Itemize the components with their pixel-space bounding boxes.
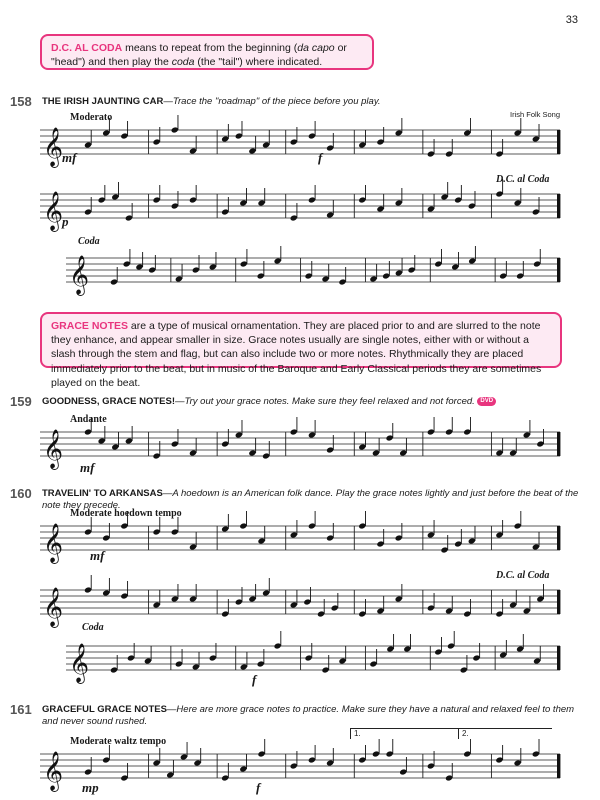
dynamic-mf: mf [90,548,105,563]
treble-clef-icon: 𝄞 [43,429,64,469]
final-barline [557,590,560,614]
exercise-number: 160 [10,486,32,501]
staff-160-1 [40,520,560,563]
treble-clef-icon: 𝄞 [43,523,64,563]
callout-text: (the "tail") where indicated. [194,56,323,69]
final-barline [557,646,560,670]
treble-clef-icon: 𝄞 [43,587,64,627]
final-barline [557,526,560,550]
coda-label: Coda [78,236,100,247]
exercise-instruction: —Here are more grace notes to practice. Make sure they have a natural and relaxed feel to them and never sound rushed. [42,704,575,728]
dynamic-f: f [252,672,257,687]
dc-al-coda-marking: D.C. al Coda [496,174,550,185]
exercise-number: 159 [10,394,32,409]
tempo-marking: Moderato [70,112,113,123]
second-ending-bracket: 2. [458,728,552,739]
staff-160-3 [66,640,560,683]
exercise-number: 161 [10,702,32,717]
exercise-number: 158 [10,94,32,109]
treble-clef-icon: 𝄞 [69,643,90,683]
final-barline [557,258,560,282]
page-number: 33 [565,14,578,26]
staff-160-2 [40,584,560,627]
staff-158-1 [40,124,560,167]
treble-clef-icon: 𝄞 [43,127,64,167]
tempo-marking: Andante [70,414,107,425]
final-barline [557,194,560,218]
dvd-badge[interactable]: DVD [477,397,496,407]
callout-italic-coda: coda [171,56,195,69]
grace-notes-callout [40,312,562,389]
exercise-instruction: —Trace the "roadmap" of the piece before you play. [163,96,381,107]
tempo-marking: Moderate waltz tempo [70,736,167,747]
first-ending-bracket: 1. [350,728,458,739]
staff-158-2 [40,188,560,231]
final-barline [557,130,560,154]
tempo-marking: Moderate hoedown tempo [70,508,182,519]
exercise-instruction: —A hoedown is an American folk dance. Play the grace notes lightly and just before the beat of the note they precede. [42,488,579,512]
callout-italic-dacapo: da capo [297,42,335,54]
dc-al-coda-marking: D.C. al Coda [496,570,550,581]
callout-text: means to repeat from the beginning ( [122,42,298,54]
treble-clef-icon: 𝄞 [43,191,64,231]
dynamic-f: f [318,150,323,165]
treble-clef-icon: 𝄞 [69,255,90,295]
exercise-title: GOODNESS, GRACE NOTES! [42,396,176,407]
callout-text: are a type of musical ornamentation. They are placed prior to and are slurred to the note they enhance, and appear smaller in size. Grace notes usually are single notes, either with or without a slash through the stem and flag, but can also include two or more notes. Rhythmically they are placed immediately prior to the beat, but in music of the Baroque and Early Classical periods they are sometimes played on the beat. [51,320,542,389]
staff-158-3 [66,252,560,295]
exercise-title: THE IRISH JAUNTING CAR [42,96,164,107]
dynamic-p: p [62,214,69,229]
dynamic-mf: mf [62,150,77,165]
dynamic-mf: mf [80,460,95,475]
dc-al-coda-callout [40,34,374,70]
dynamic-f: f [256,780,261,795]
exercise-title: TRAVELIN' TO ARKANSAS [42,488,163,499]
exercise-instruction: —Try out your grace notes. Make sure they feel relaxed and not forced. [175,396,475,407]
dynamic-mp: mp [82,780,99,795]
final-barline [557,432,560,456]
exercise-title: GRACEFUL GRACE NOTES [42,704,167,715]
final-barline [557,754,560,778]
callout-term: GRACE NOTES [51,320,129,332]
treble-clef-icon: 𝄞 [43,751,64,791]
composer-credit: Irish Folk Song [510,110,561,119]
callout-term: D.C. AL CODA [51,42,123,54]
coda-label: Coda [82,622,104,633]
callout-text: or "head") and then play the [51,42,347,69]
